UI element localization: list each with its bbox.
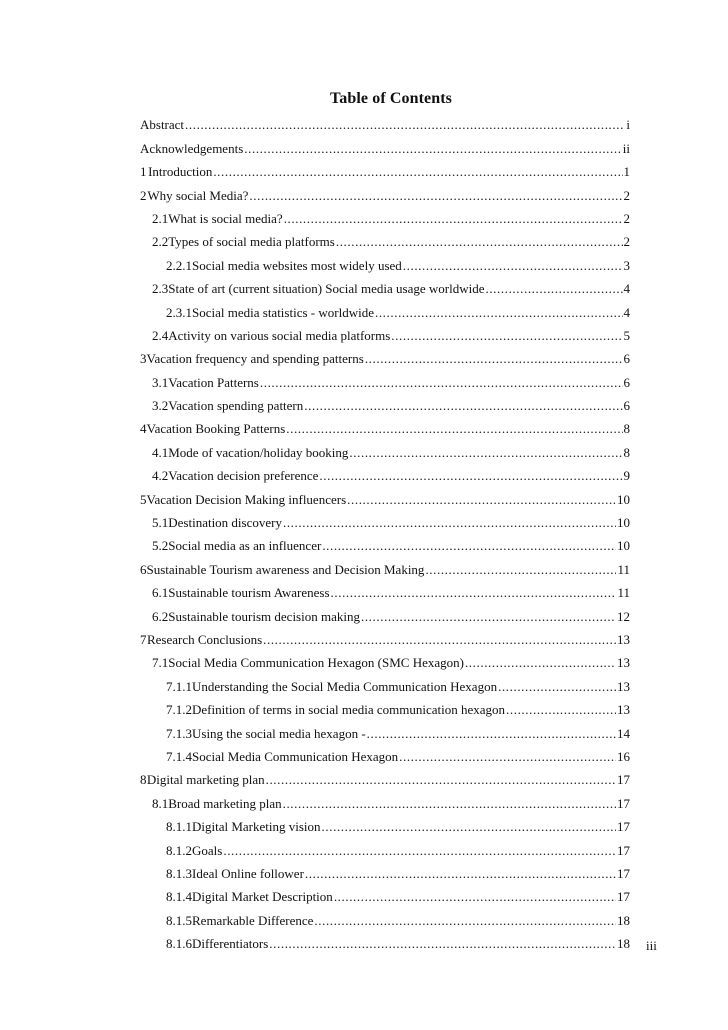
toc-entry-page: 14 — [617, 725, 630, 741]
toc-entry-page: 11 — [617, 561, 630, 577]
dot-leader — [367, 726, 616, 741]
dot-leader — [425, 562, 616, 577]
toc-entry[interactable] — [140, 156, 630, 179]
toc-entry-page: 10 — [617, 491, 630, 507]
toc-entry[interactable] — [140, 507, 630, 530]
toc-entry-number: 7.1.1 — [166, 678, 192, 694]
dot-leader — [314, 913, 616, 928]
toc-entry[interactable] — [140, 904, 630, 927]
toc-entry-page: 10 — [617, 515, 630, 531]
dot-leader — [498, 679, 616, 694]
toc-entry[interactable] — [140, 553, 630, 576]
toc-entry-title: Introduction — [148, 164, 213, 180]
dot-leader — [334, 889, 616, 904]
toc-entry[interactable] — [140, 787, 630, 810]
toc-entry[interactable] — [140, 436, 630, 459]
toc-entry-number: 4 — [140, 421, 147, 437]
toc-entry-number: 4.2 — [152, 468, 169, 484]
toc-entry[interactable] — [140, 811, 630, 834]
dot-leader — [286, 421, 622, 436]
toc-entry-page: 6 — [623, 374, 630, 390]
toc-entry-page: 8 — [623, 421, 630, 437]
toc-entry-number: 2.2 — [152, 234, 169, 250]
toc-entry-number: 8 — [140, 772, 147, 788]
toc-entry[interactable] — [140, 226, 630, 249]
toc-entry-title: Activity on various social media platforms — [168, 327, 391, 343]
toc-entry-number: 7.1 — [152, 655, 169, 671]
dot-leader — [403, 258, 623, 273]
toc-entry-title: Destination discovery — [168, 515, 282, 531]
toc-entry[interactable] — [140, 132, 630, 155]
toc-entry-page: 16 — [617, 748, 630, 764]
toc-entry-title: Acknowledgements — [140, 140, 244, 156]
toc-entry-number: 8.1.2 — [166, 842, 192, 858]
toc-entry-title: Social Media Communication Hexagon — [192, 748, 399, 764]
dot-leader — [506, 702, 616, 717]
toc-entry-title: Social media statistics - worldwide — [192, 304, 374, 320]
toc-entry-page: 13 — [617, 631, 630, 647]
dot-leader — [260, 375, 623, 390]
toc-entry-page: 1 — [623, 164, 630, 180]
dot-leader — [322, 819, 616, 834]
toc-entry-title: Abstract — [140, 117, 185, 133]
toc-entry-number: 6.2 — [152, 608, 169, 624]
toc-entry[interactable] — [140, 109, 630, 132]
toc-entry-page: 13 — [617, 655, 630, 671]
toc-entry-page: 3 — [623, 257, 630, 273]
toc-entry-title: Goals — [192, 842, 223, 858]
toc-entry-title: Vacation frequency and spending patterns — [146, 351, 364, 367]
toc-entry[interactable] — [140, 670, 630, 693]
toc-entry-number: 3.1 — [152, 374, 169, 390]
toc-entry-page: 17 — [617, 772, 630, 788]
dot-leader — [305, 866, 616, 881]
toc-entry-number: 7.1.2 — [166, 702, 192, 718]
toc-entry-title: Digital Marketing vision — [192, 819, 321, 835]
toc-entry-page: 2 — [623, 234, 630, 250]
dot-leader — [266, 772, 616, 787]
toc-entry-number: 7.1.3 — [166, 725, 192, 741]
toc-entry-number: 5.2 — [152, 538, 169, 554]
page-number: iii — [646, 938, 657, 953]
toc-entry[interactable] — [140, 390, 630, 413]
dot-leader — [465, 655, 616, 670]
dot-leader — [223, 843, 616, 858]
toc-entry-number: 8.1.5 — [166, 912, 192, 928]
toc-entry-page: 18 — [617, 936, 630, 952]
toc-entry-title: Why social Media? — [147, 187, 249, 203]
toc-entry-title: Broad marketing plan — [168, 795, 282, 811]
toc-entry[interactable] — [140, 928, 630, 951]
dot-leader — [399, 749, 616, 764]
toc-entry-page: 18 — [617, 912, 630, 928]
toc-entry-title: Types of social media platforms — [168, 234, 335, 250]
toc-entry[interactable] — [140, 717, 630, 740]
dot-leader — [213, 164, 622, 179]
toc-entry-title: Vacation spending pattern — [168, 398, 304, 414]
toc-entry-title: Definition of terms in social media communication hexagon — [192, 702, 506, 718]
dot-leader — [322, 538, 616, 553]
toc-entry-page: 11 — [617, 585, 630, 601]
toc-entry-number: 2 — [140, 187, 147, 203]
dot-leader — [244, 141, 622, 156]
toc-entry-page: 17 — [617, 842, 630, 858]
toc-entry-title: Ideal Online follower — [192, 865, 304, 881]
toc-entry-number: 8.1.6 — [166, 936, 192, 952]
toc-entry[interactable] — [140, 600, 630, 623]
toc-entry-title: Vacation decision preference — [168, 468, 319, 484]
toc-entry-page: 13 — [617, 678, 630, 694]
toc-entry-title: Sustainable Tourism awareness and Decision Making — [146, 561, 425, 577]
toc-entry-title: Remarkable Difference — [192, 912, 314, 928]
toc-entry[interactable] — [140, 834, 630, 857]
toc-entry-title: Social Media Communication Hexagon (SMC Hexagon) — [168, 655, 464, 671]
toc-entry[interactable] — [140, 249, 630, 272]
toc-entry-title: State of art (current situation) Social media usage worldwide — [168, 281, 485, 297]
dot-leader — [375, 305, 623, 320]
dot-leader — [319, 468, 622, 483]
toc-entry[interactable] — [140, 483, 630, 506]
toc-entry-title: Digital Market Description — [192, 889, 333, 905]
dot-leader — [269, 936, 616, 951]
toc-entry-title: Vacation Booking Patterns — [146, 421, 286, 437]
dot-leader — [263, 632, 616, 647]
toc-entry[interactable] — [140, 366, 630, 389]
table-of-contents — [140, 109, 630, 951]
toc-entry-page: 5 — [623, 327, 630, 343]
toc-entry-number: 7.1.4 — [166, 748, 192, 764]
toc-entry-number: 8.1 — [152, 795, 169, 811]
toc-entry-title: Understanding the Social Media Communication Hexagon — [192, 678, 498, 694]
toc-entry-page: 17 — [617, 865, 630, 881]
toc-entry-number: 3.2 — [152, 398, 169, 414]
toc-entry-number: 1 — [140, 164, 147, 180]
toc-entry-page: 13 — [617, 702, 630, 718]
dot-leader — [485, 281, 622, 296]
toc-entry-number: 8.1.1 — [166, 819, 192, 835]
dot-leader — [284, 211, 623, 226]
toc-entry[interactable] — [140, 647, 630, 670]
toc-entry-number: 2.1 — [152, 210, 169, 226]
toc-entry-page: 8 — [623, 444, 630, 460]
toc-entry-number: 2.4 — [152, 327, 169, 343]
toc-entry-page: 2 — [623, 187, 630, 203]
toc-entry-title: Social media as an influencer — [168, 538, 322, 554]
toc-entry-number: 2.3.1 — [166, 304, 192, 320]
toc-entry-page: 2 — [623, 210, 630, 226]
dot-leader — [336, 234, 623, 249]
toc-entry-number: 2.3 — [152, 281, 169, 297]
toc-entry[interactable] — [140, 577, 630, 600]
dot-leader — [283, 796, 616, 811]
dot-leader — [283, 515, 616, 530]
toc-entry-page: 17 — [617, 795, 630, 811]
toc-entry-page: 17 — [617, 819, 630, 835]
dot-leader — [365, 351, 623, 366]
dot-leader — [185, 117, 625, 132]
toc-entry-number: 5 — [140, 491, 147, 507]
dot-leader — [391, 328, 622, 343]
dot-leader — [361, 609, 616, 624]
toc-entry-page: 17 — [617, 889, 630, 905]
toc-entry-title: Research Conclusions — [146, 631, 263, 647]
dot-leader — [331, 585, 617, 600]
dot-leader — [349, 445, 622, 460]
toc-entry-number: 3 — [140, 351, 147, 367]
toc-entry-title: What is social media? — [168, 210, 283, 226]
toc-entry[interactable] — [140, 413, 630, 436]
toc-entry-number: 7 — [140, 631, 147, 647]
dot-leader — [249, 188, 622, 203]
toc-entry-title: Differentiators — [192, 936, 269, 952]
toc-entry-number: 8.1.4 — [166, 889, 192, 905]
toc-entry-title: Using the social media hexagon - — [192, 725, 366, 741]
toc-entry-number: 6.1 — [152, 585, 169, 601]
toc-entry-page: 12 — [617, 608, 630, 624]
dot-leader — [347, 492, 616, 507]
dot-leader — [304, 398, 622, 413]
toc-entry[interactable] — [140, 320, 630, 343]
toc-entry[interactable] — [140, 858, 630, 881]
toc-entry-title: Sustainable tourism decision making — [168, 608, 360, 624]
toc-entry-page: ii — [622, 140, 630, 156]
toc-entry-title: Digital marketing plan — [146, 772, 265, 788]
toc-entry-title: Mode of vacation/holiday booking — [168, 444, 349, 460]
toc-entry-number: 2.2.1 — [166, 257, 192, 273]
toc-entry-page: 9 — [623, 468, 630, 484]
toc-entry-number: 6 — [140, 561, 147, 577]
toc-entry[interactable] — [140, 296, 630, 319]
toc-entry-page: 4 — [623, 281, 630, 297]
toc-entry-title: Vacation Decision Making influencers — [146, 491, 347, 507]
toc-entry-page: 6 — [623, 351, 630, 367]
toc-entry-page: 6 — [623, 398, 630, 414]
toc-entry-title: Vacation Patterns — [168, 374, 259, 390]
toc-entry[interactable] — [140, 624, 630, 647]
toc-entry[interactable] — [140, 530, 630, 553]
toc-entry[interactable] — [140, 764, 630, 787]
toc-entry[interactable] — [140, 460, 630, 483]
toc-entry[interactable] — [140, 694, 630, 717]
toc-entry[interactable] — [140, 179, 630, 202]
toc-entry-page: 10 — [617, 538, 630, 554]
toc-entry-title: Sustainable tourism Awareness — [168, 585, 330, 601]
toc-entry-page: 4 — [623, 304, 630, 320]
toc-entry-number: 5.1 — [152, 515, 169, 531]
page-title: Table of Contents — [329, 90, 452, 107]
toc-entry[interactable] — [140, 203, 630, 226]
toc-entry-title: Social media websites most widely used — [192, 257, 402, 273]
toc-entry-number: 8.1.3 — [166, 865, 192, 881]
toc-entry[interactable] — [140, 881, 630, 904]
toc-entry[interactable] — [140, 343, 630, 366]
toc-entry-number: 4.1 — [152, 444, 169, 460]
toc-entry-page: i — [626, 117, 630, 133]
toc-entry[interactable] — [140, 273, 630, 296]
toc-entry[interactable] — [140, 741, 630, 764]
